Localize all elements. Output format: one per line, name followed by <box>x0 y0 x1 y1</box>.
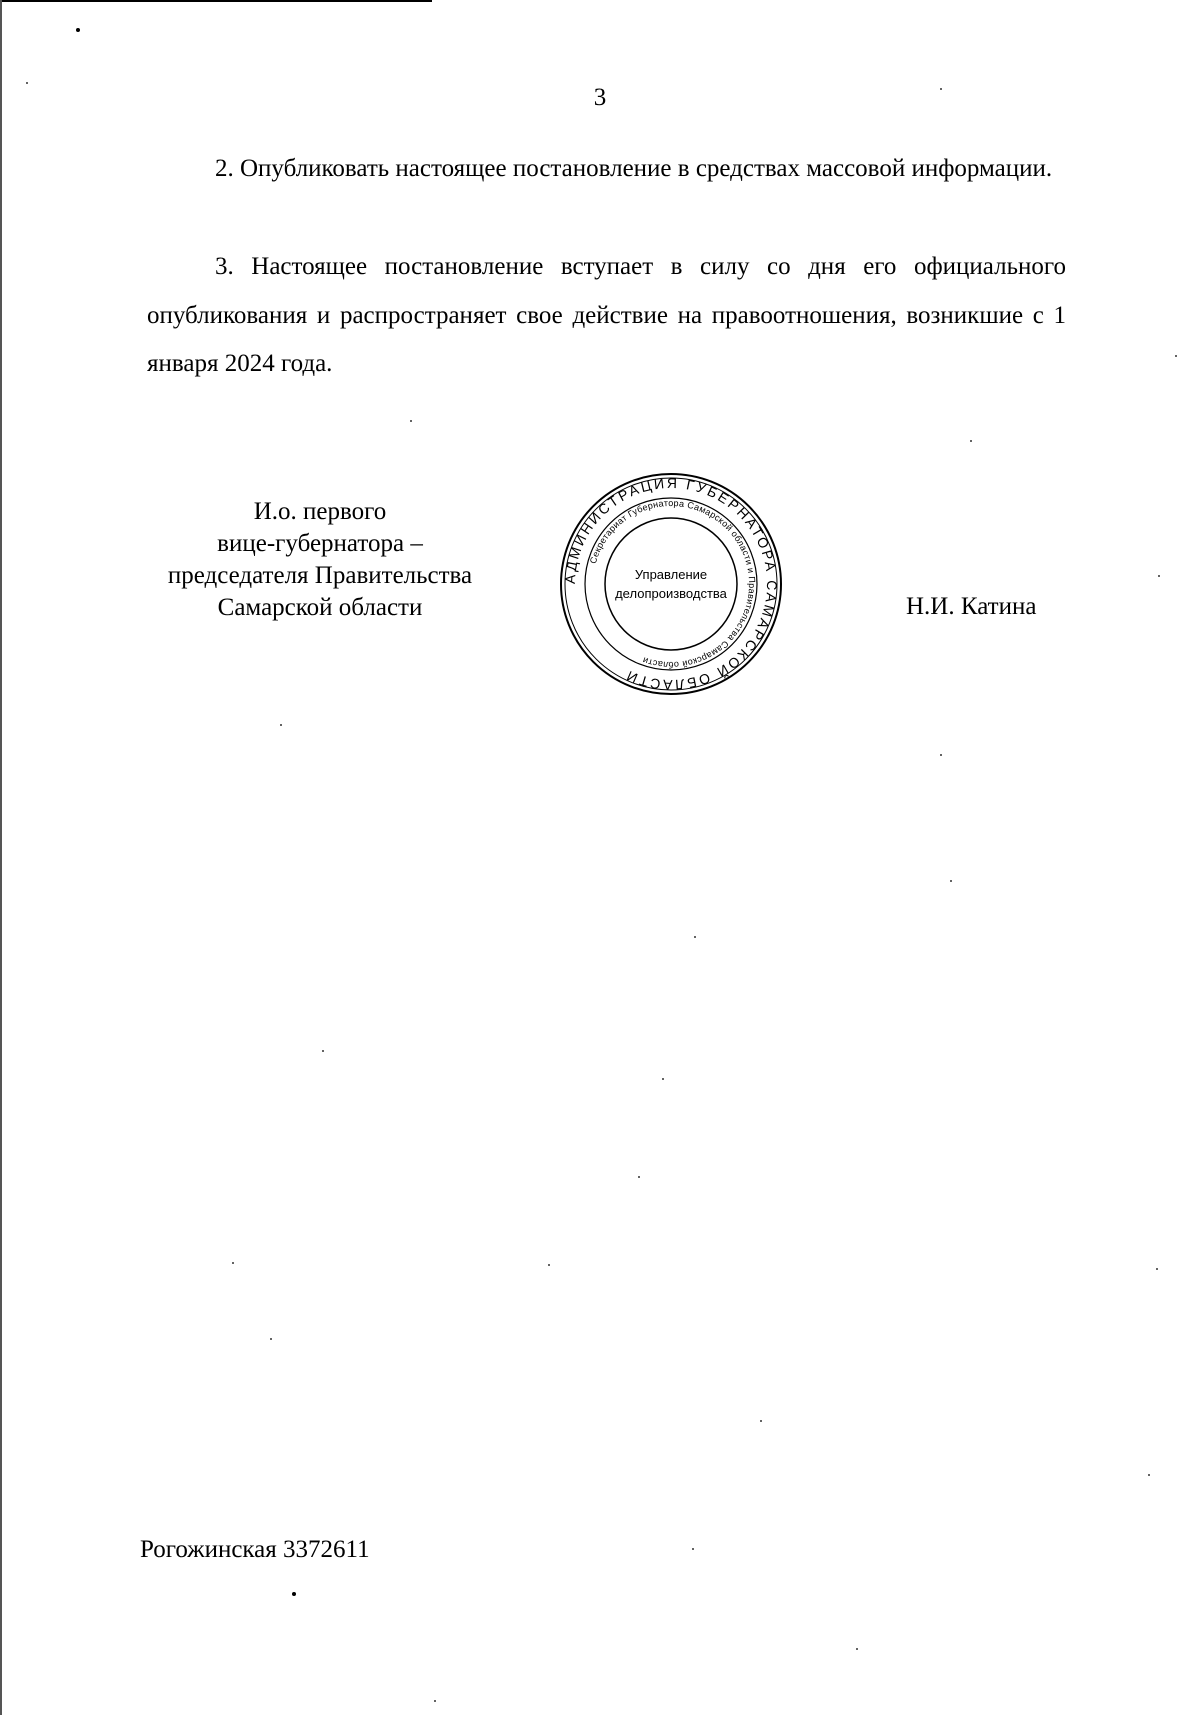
stamp-outer-text: АДМИНИСТРАЦИЯ ГУБЕРНАТОРА САМАРСКОЙ ОБЛАСТИ <box>561 474 781 694</box>
scan-speck <box>1158 575 1160 577</box>
scan-speck <box>280 724 282 726</box>
scan-edge-left <box>0 0 2 1715</box>
executor-note: Рогожинская 3372611 <box>140 1536 370 1563</box>
scan-speck <box>292 1592 296 1596</box>
stamp-center-line-2: делопроизводства <box>615 586 727 601</box>
scan-speck <box>548 1264 550 1266</box>
stamp-center-line-1: Управление <box>634 567 708 582</box>
scan-speck <box>940 754 942 756</box>
scan-speck <box>76 28 80 32</box>
scan-speck <box>856 1648 858 1650</box>
scan-speck <box>1175 355 1177 357</box>
scan-speck <box>322 1050 324 1052</box>
paragraph-2 <box>147 145 1066 194</box>
scan-edge-top <box>0 0 432 2</box>
page-number: 3 <box>593 84 607 111</box>
paragraph-2-text: 2. Опубликовать настоящее постановление в средствах массовой информации. <box>215 155 1053 182</box>
signatory-title-line: вице-губернатора – <box>217 530 423 557</box>
scan-speck <box>940 88 942 90</box>
stamp-inner-ring <box>605 518 737 650</box>
scan-speck <box>1156 1268 1158 1270</box>
stamp-inner-ring-text: Секретариат Губернатора Самарской области и Правительства Самарской области <box>587 497 758 671</box>
scan-speck <box>638 1176 640 1178</box>
signatory-title-line: Самарской области <box>217 594 423 621</box>
scan-speck <box>694 936 696 938</box>
scan-speck <box>410 420 412 422</box>
signatory-title-line: председателя Правительства <box>167 562 473 589</box>
signatory-title <box>150 496 490 624</box>
scan-speck <box>232 1262 234 1264</box>
signatory-title-line: И.о. первого <box>253 498 387 525</box>
paragraph-3 <box>147 243 1066 389</box>
official-stamp <box>558 471 784 697</box>
scan-speck <box>270 1338 272 1340</box>
scan-speck <box>950 880 952 882</box>
scan-speck <box>434 1700 436 1702</box>
signatory-name: Н.И. Катина <box>906 593 1037 620</box>
paragraph-3-text: 3. Настоящее постановление вступает в силу со дня его официального опубликования и распространяет свое действие на правоотношения, возникшие с 1 января 2024 года. <box>147 253 1066 377</box>
scan-speck <box>692 1548 694 1550</box>
scan-speck <box>760 1420 762 1422</box>
scan-speck <box>662 1078 664 1080</box>
scan-speck <box>1148 1474 1150 1476</box>
scan-speck <box>970 440 972 442</box>
scan-speck <box>26 82 28 84</box>
